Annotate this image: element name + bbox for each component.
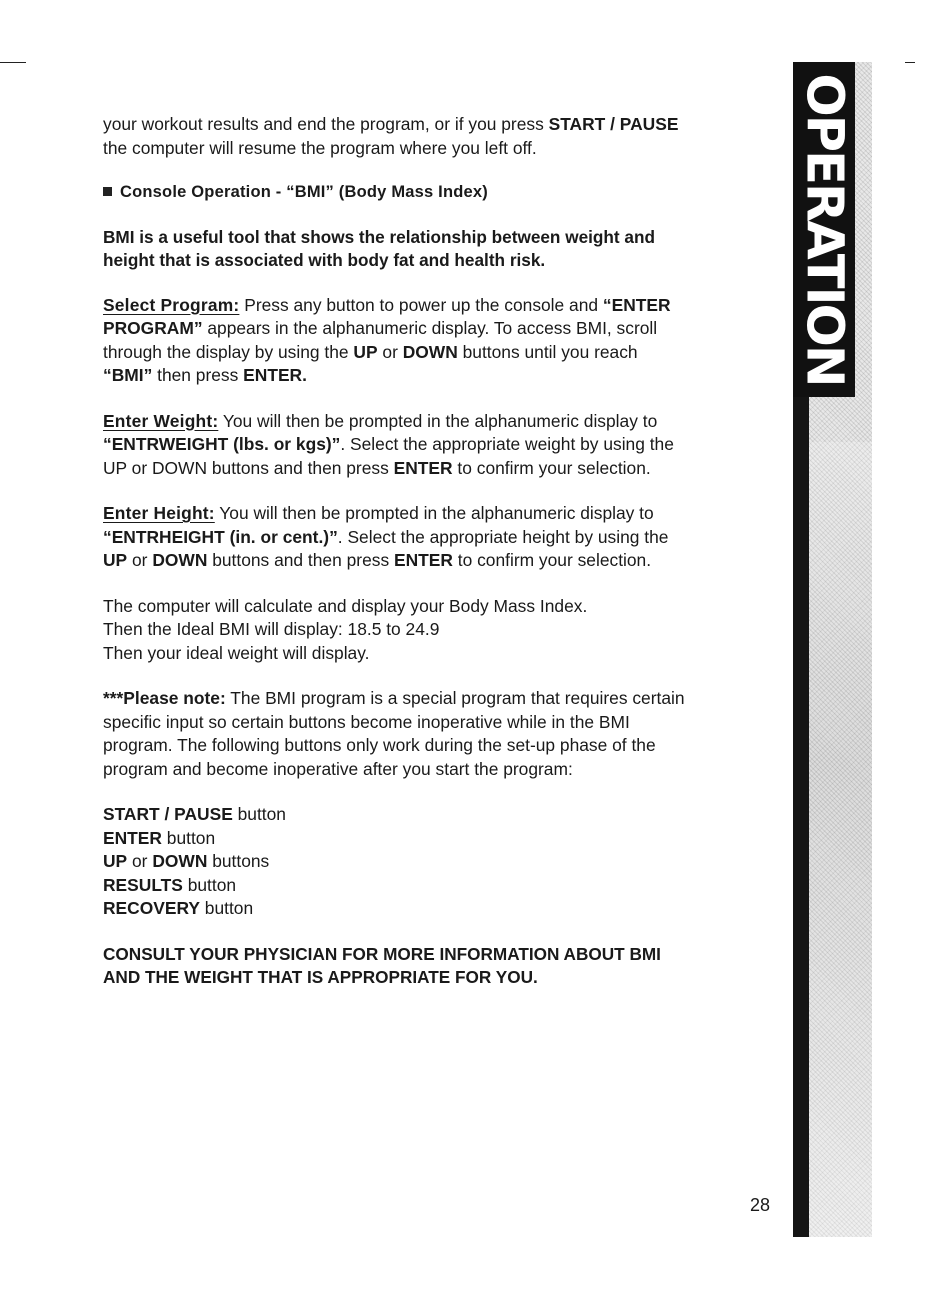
enter-weight-paragraph: Enter Weight: You will then be prompted in the alphanumeric display to “ENTRWEIGHT (lbs. or kgs)”. Select the appropriate weight by using the UP or DOWN buttons and then press ENTER to confirm your selection. (103, 410, 674, 478)
note-label: ***Please note: (103, 688, 226, 708)
intro-text-2: the computer will resume the program where you left off. (103, 137, 537, 158)
intro-start-pause: START / PAUSE (548, 114, 679, 134)
crop-mark-left (0, 62, 26, 63)
list-item: RECOVERY button (103, 898, 254, 918)
bmi-definition: BMI is a useful tool that shows the relationship between weight and height that is associated with body fat and health risk. (103, 226, 655, 270)
list-item: UP or DOWN buttons (103, 851, 270, 871)
page-number: 28 (750, 1195, 771, 1215)
crop-mark-right (905, 62, 915, 63)
list-item: ENTER button (103, 827, 216, 848)
square-bullet-icon (103, 187, 112, 196)
list-item: START / PAUSE button (103, 804, 286, 824)
enter-weight-label: Enter Weight: (103, 410, 219, 431)
select-program-label: Select Program: (103, 294, 240, 315)
section-heading (103, 181, 743, 205)
intro-paragraph (103, 113, 743, 160)
sidebar-photo (809, 442, 872, 1237)
buttons-list (103, 803, 743, 921)
section-heading-text: Console Operation - “BMI” (Body Mass Index) (120, 183, 488, 201)
side-title (793, 62, 855, 397)
note-paragraph: ***Please note: The BMI program is a special program that requires certain specific input so certain buttons become inoperative while in the BMI program. The following buttons only work during the set-up phase of the program and become inoperative after you start the program: (103, 688, 685, 779)
page-content (103, 113, 743, 990)
side-title-text: OPERATION (794, 73, 854, 386)
enter-height-label: Enter Height: (103, 503, 215, 523)
select-program-paragraph: Select Program: Press any button to power up the console and “ENTER PROGRAM” appears in the alphanumeric display. To access BMI, scroll through the display by using the UP or DOWN buttons until you reach “BMI” then press ENTER. (103, 294, 671, 385)
list-item: RESULTS button (103, 874, 237, 895)
results-paragraph: The computer will calculate and display your Body Mass Index. Then the Ideal BMI will display: 18.5 to 24.9 Then your ideal weight will display. (103, 595, 588, 663)
enter-height-paragraph: Enter Height: You will then be prompted in the alphanumeric display to “ENTRHEIGHT (in. or cent.)”. Select the appropriate height by using the UP or DOWN buttons and then press ENTER to confirm your selection. (103, 503, 669, 570)
intro-text: your workout results and end the program, or if you press (103, 114, 549, 134)
consult-warning: CONSULT YOUR PHYSICIAN FOR MORE INFORMATION ABOUT BMI AND THE WEIGHT THAT IS APPROPRIATE FOR YOU. (103, 943, 661, 987)
